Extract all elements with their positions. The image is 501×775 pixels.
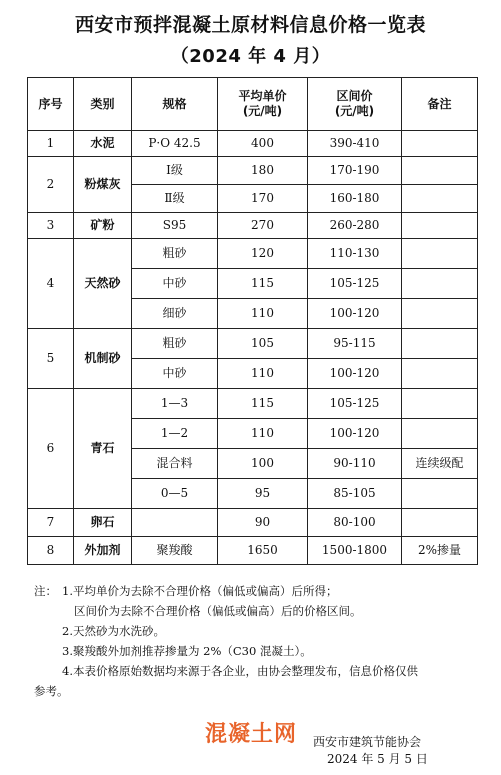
cell-no: 7 [28,509,74,537]
note-4b: 参考。 [34,684,69,698]
table-row [28,213,478,239]
note-1a [34,581,474,601]
table-header-row [28,78,478,131]
cell-category: 机制砂 [74,329,132,389]
cell-avg: 115 [218,389,308,419]
cell-range: 105-125 [308,389,402,419]
cell-category: 粉煤灰 [74,157,132,213]
header-range-label: 区间价 [336,89,373,103]
cell-category: 卵石 [74,509,132,537]
cell-range: 170-190 [308,157,402,185]
cell-remark [402,479,478,509]
cell-remark [402,131,478,157]
page-title: 西安市预拌混凝土原材料信息价格一览表 [74,14,426,36]
cell-category: 外加剂 [74,537,132,565]
note-3: 3.聚羧酸外加剂推荐掺量为 2%（C30 混凝土）。 [62,644,312,658]
cell-avg: 270 [218,213,308,239]
cell-range: 260-280 [308,213,402,239]
table-row [28,537,478,565]
cell-category: 青石 [74,389,132,509]
cell-remark [402,419,478,449]
header-avg-price-label: 平均单价 [238,89,287,103]
cell-spec: S95 [132,213,218,239]
cell-remark [402,239,478,269]
cell-avg: 400 [218,131,308,157]
header-remark: 备注 [402,78,478,131]
cell-spec: 细砂 [132,299,218,329]
cell-range: 90-110 [308,449,402,479]
cell-spec: 1—2 [132,419,218,449]
header-no: 序号 [28,78,74,131]
cell-range: 95-115 [308,329,402,359]
table-row [28,239,478,269]
cell-spec: 聚羧酸 [132,537,218,565]
cell-no: 5 [28,329,74,389]
issuer-block [313,734,428,768]
cell-avg: 120 [218,239,308,269]
cell-spec: Ⅰ级 [132,157,218,185]
cell-avg: 90 [218,509,308,537]
header-range [308,78,402,131]
issuer-date: 2024 年 5 月 5 日 [327,752,428,766]
cell-range: 390-410 [308,131,402,157]
cell-range: 160-180 [308,185,402,213]
cell-no: 1 [28,131,74,157]
cell-no: 2 [28,157,74,213]
cell-spec: 中砂 [132,269,218,299]
cell-range: 110-130 [308,239,402,269]
cell-category: 天然砂 [74,239,132,329]
header-range-unit: (元/吨) [334,104,375,118]
cell-range: 85-105 [308,479,402,509]
cell-avg: 100 [218,449,308,479]
cell-remark [402,389,478,419]
cell-remark [402,185,478,213]
cell-range: 100-120 [308,359,402,389]
cell-avg: 115 [218,269,308,299]
table-row [28,389,478,419]
cell-spec: 粗砂 [132,239,218,269]
cell-avg: 180 [218,157,308,185]
table-row [28,509,478,537]
price-table [27,77,478,565]
header-avg-price-unit: (元/吨) [242,104,283,118]
header-spec: 规格 [132,78,218,131]
notes-lead: 注： [34,584,57,598]
cell-remark [402,213,478,239]
cell-no: 4 [28,239,74,329]
notes-section [34,581,474,701]
note-1b: 区间价为去除不合理价格（偏低或偏高）后的价格区间。 [74,604,362,618]
cell-remark: 连续级配 [402,449,478,479]
table-row [28,329,478,359]
cell-remark [402,299,478,329]
table-row [28,131,478,157]
cell-remark [402,509,478,537]
cell-remark: 2%掺量 [402,537,478,565]
issuer-org: 西安市建筑节能协会 [313,735,422,749]
cell-spec [132,509,218,537]
cell-range: 100-120 [308,299,402,329]
cell-category: 水泥 [74,131,132,157]
cell-avg: 110 [218,299,308,329]
cell-spec: 0—5 [132,479,218,509]
cell-range: 80-100 [308,509,402,537]
cell-spec: Ⅱ级 [132,185,218,213]
cell-spec: 1—3 [132,389,218,419]
cell-remark [402,269,478,299]
cell-remark [402,329,478,359]
cell-spec: 粗砂 [132,329,218,359]
page-subtitle: （2024 年 4 月） [170,46,331,67]
cell-avg: 1650 [218,537,308,565]
cell-range: 1500-1800 [308,537,402,565]
header-avg-price [218,78,308,131]
watermark-logo: 混凝土网 [205,722,298,747]
cell-spec: P·O 42.5 [132,131,218,157]
cell-no: 3 [28,213,74,239]
cell-avg: 110 [218,419,308,449]
cell-no: 6 [28,389,74,509]
cell-avg: 170 [218,185,308,213]
cell-remark [402,157,478,185]
note-1a-text: 1.平均单价为去除不合理价格（偏低或偏高）后所得； [62,584,338,598]
cell-spec: 混合料 [132,449,218,479]
note-4a: 4.本表价格原始数据均来源于各企业，由协会整理发布，信息价格仅供 [62,664,418,678]
cell-spec: 中砂 [132,359,218,389]
cell-range: 100-120 [308,419,402,449]
cell-avg: 110 [218,359,308,389]
cell-remark [402,359,478,389]
cell-category: 矿粉 [74,213,132,239]
cell-no: 8 [28,537,74,565]
cell-range: 105-125 [308,269,402,299]
cell-avg: 95 [218,479,308,509]
note-2: 2.天然砂为水洗砂。 [62,624,165,638]
header-category: 类别 [74,78,132,131]
cell-avg: 105 [218,329,308,359]
table-row [28,157,478,185]
